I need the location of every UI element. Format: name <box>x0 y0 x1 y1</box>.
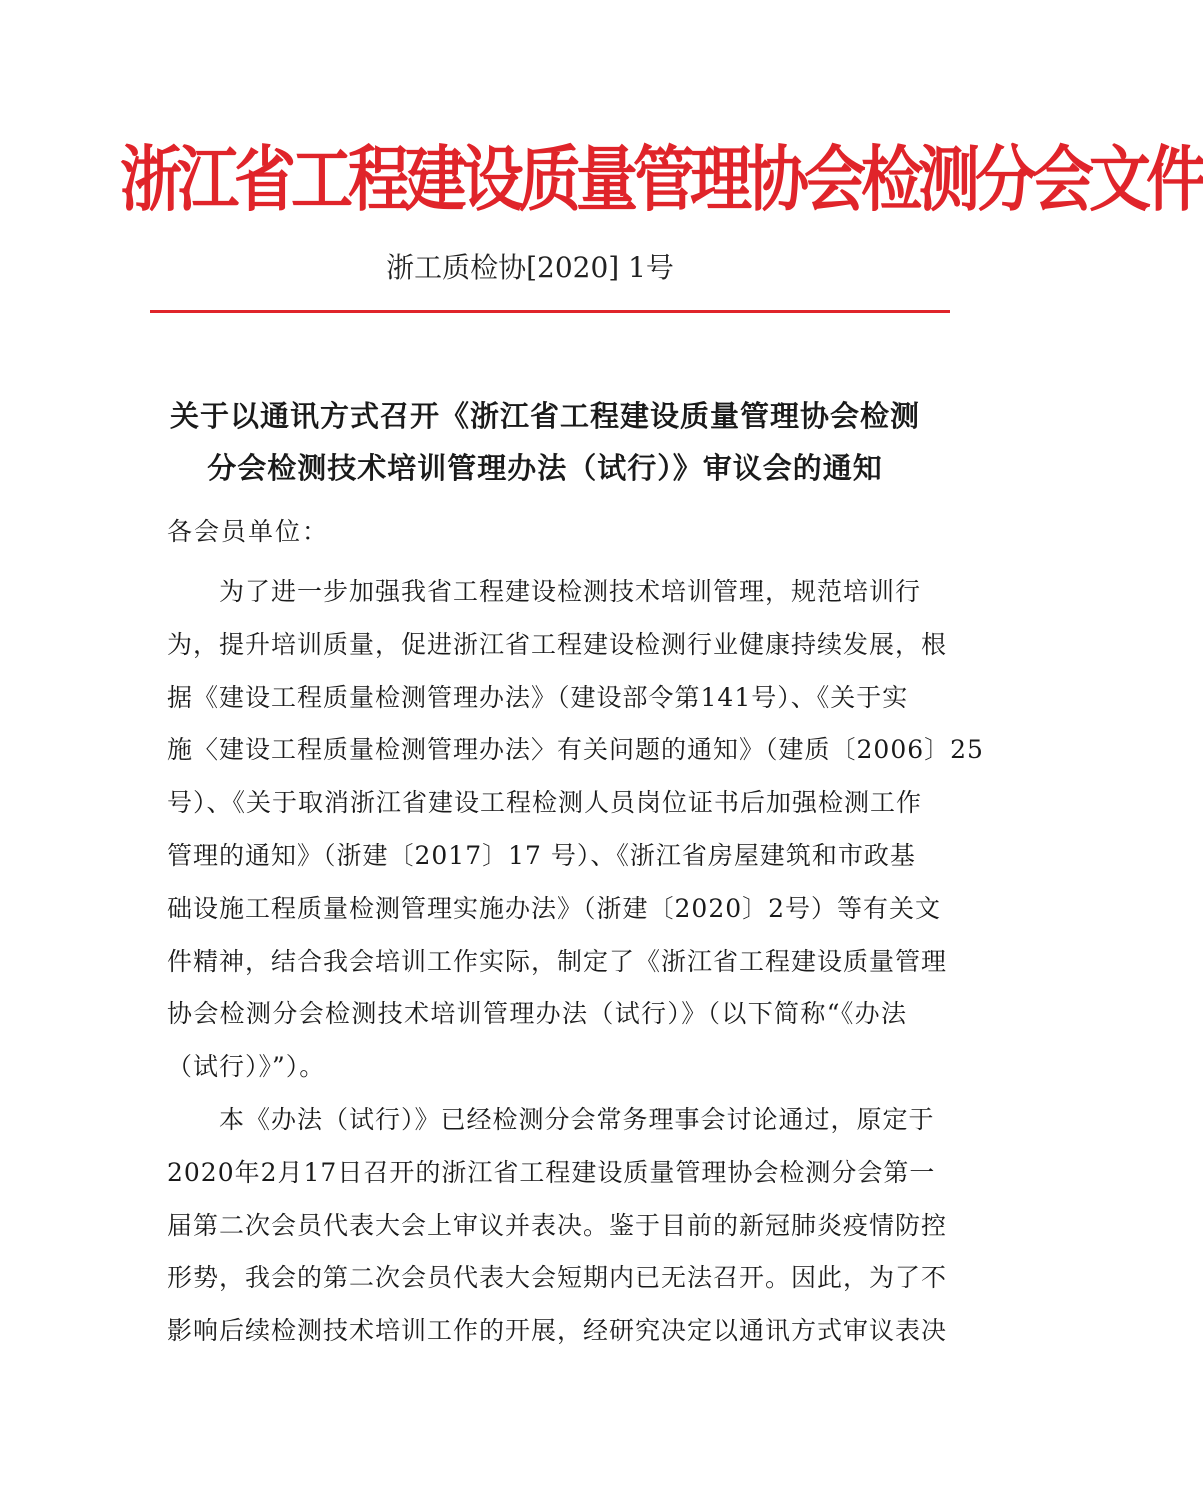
body-text <box>167 570 984 1362</box>
paragraph-1-line: 为了进一步加强我省工程建设检测技术培训管理，规范培训行 <box>167 577 922 606</box>
paragraph-1-line: 管理的通知》（浙建〔2017〕17 号）、《浙江省房屋建筑和市政基 <box>167 840 916 870</box>
paragraph-1-line: 件精神，结合我会培训工作实际，制定了《浙江省工程建设质量管理 <box>167 946 948 976</box>
salutation: 各会员单位： <box>167 517 330 546</box>
paragraph-2-line: 2020年2月17日召开的浙江省工程建设质量管理协会检测分会第一 <box>167 1157 936 1187</box>
paragraph-1-line: 为，提升培训质量，促进浙江省工程建设检测行业健康持续发展，根 <box>167 629 948 659</box>
paragraph-1-line: 协会检测分会检测技术培训管理办法（试行）》（以下简称“《办法 <box>167 999 907 1029</box>
red-divider-line <box>150 310 950 313</box>
paragraph-1-line: （试行）》”）。 <box>167 1052 326 1082</box>
notice-title-line-2: 分会检测技术培训管理办法（试行）》审议会的通知 <box>207 451 883 485</box>
paragraph-1-line: 据《建设工程质量检测管理办法》（建设部令第141号）、《关于实 <box>167 682 909 712</box>
notice-title <box>150 390 940 494</box>
paragraph-2-line: 形势，我会的第二次会员代表大会短期内已无法召开。因此，为了不 <box>167 1263 948 1293</box>
paragraph-2-line: 届第二次会员代表大会上审议并表决。鉴于目前的新冠肺炎疫情防控 <box>167 1210 948 1240</box>
paragraph-2-line: 影响后续检测技术培训工作的开展，经研究决定以通讯方式审议表决 <box>167 1316 948 1346</box>
paragraph-1-line: 础设施工程质量检测管理实施办法》（浙建〔2020〕2号）等有关文 <box>167 893 942 923</box>
org-letterhead: 浙江省工程建设质量管理协会检测分会文件 <box>120 137 1203 222</box>
document-number: 浙工质检协[2020] 1号 <box>386 251 674 284</box>
paragraph-1-line: 施〈建设工程质量检测管理办法〉有关问题的通知》（建质〔2006〕25 <box>167 735 984 765</box>
notice-title-line-1: 关于以通讯方式召开《浙江省工程建设质量管理协会检测 <box>169 399 920 433</box>
paragraph-1-line: 号）、《关于取消浙江省建设工程检测人员岗位证书后加强检测工作 <box>167 788 923 818</box>
paragraph-2-line: 本《办法（试行）》已经检测分会常务理事会讨论通过，原定于 <box>167 1104 935 1134</box>
